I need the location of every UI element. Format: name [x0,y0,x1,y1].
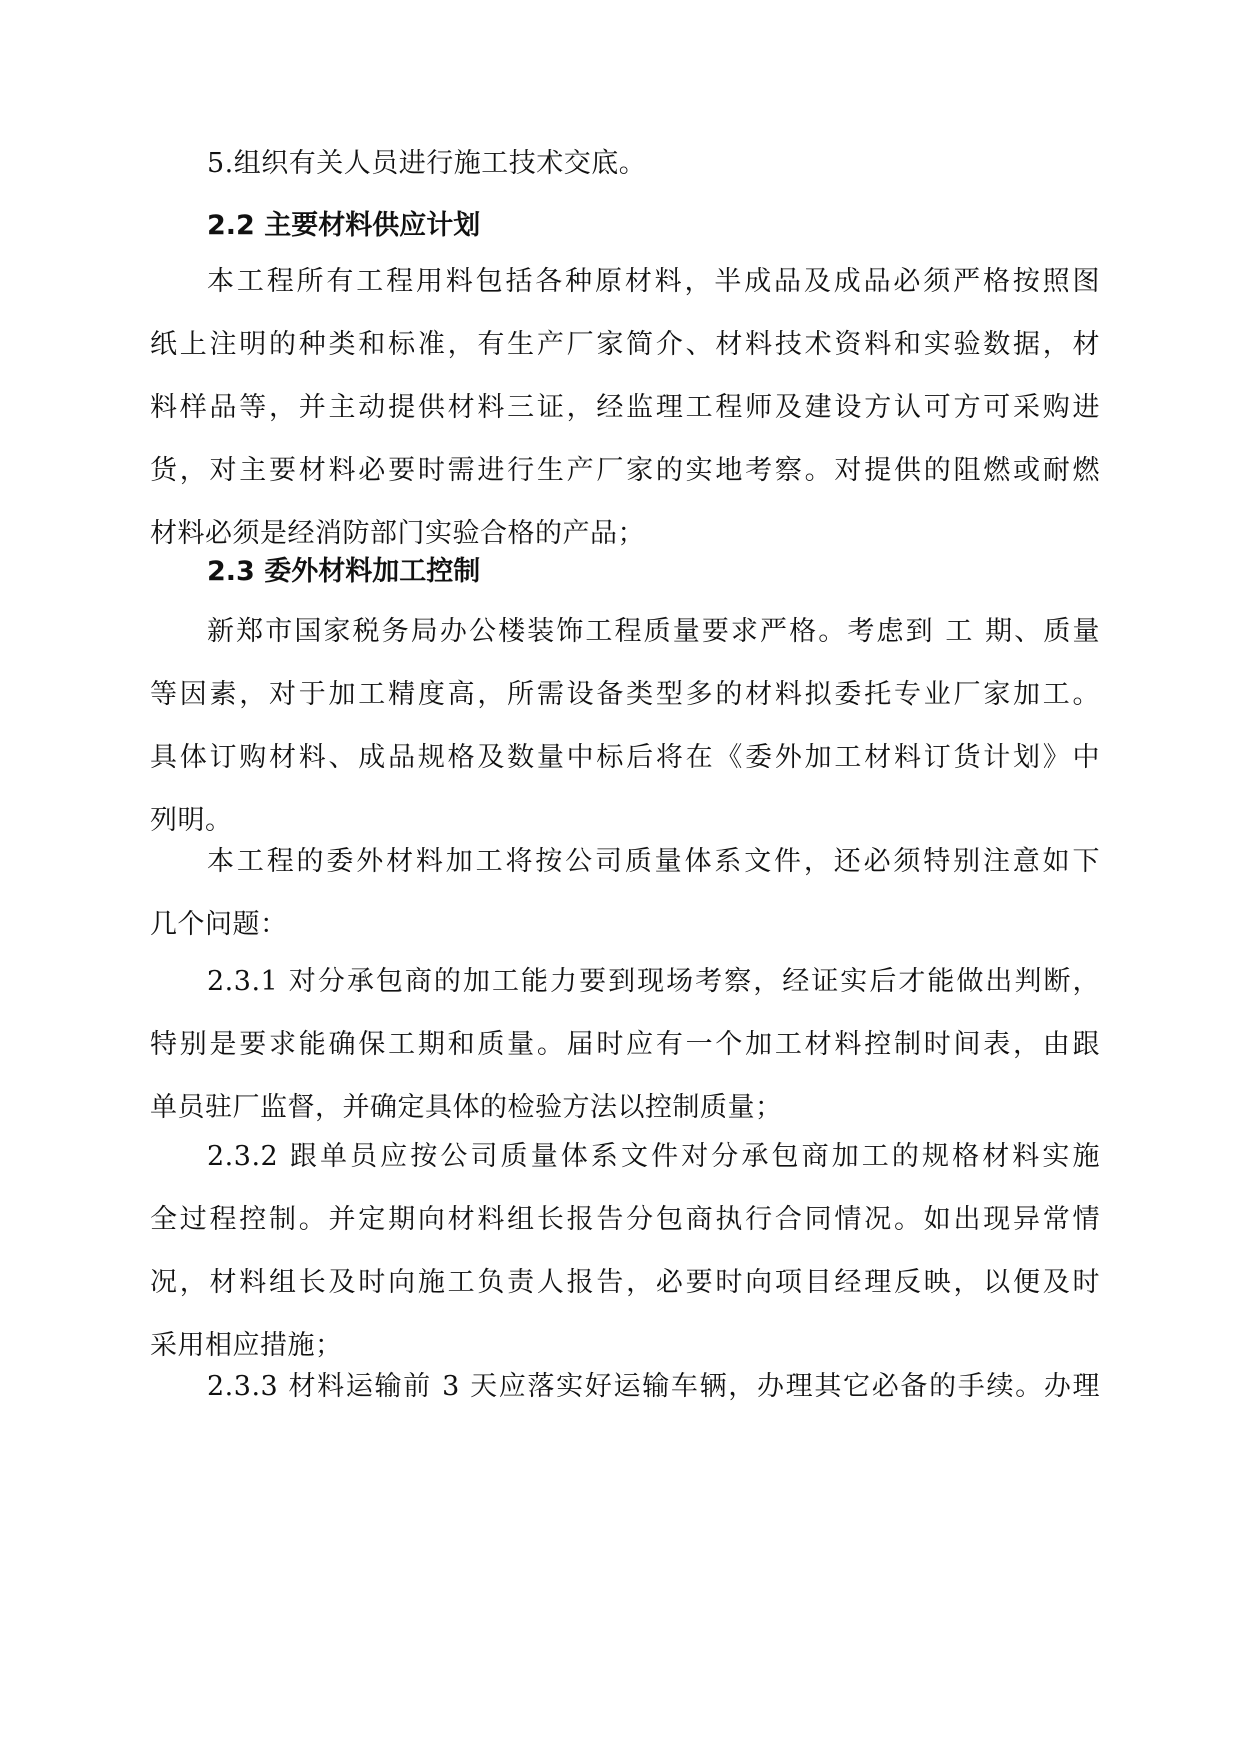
text-line: 2.3.1 对分承包商的加工能力要到现场考察，经证实后才能做出判断， [207,966,1100,997]
text-line: 材料必须是经消防部门实验合格的产品； [150,518,645,549]
section-2-3-paragraph-2 [150,830,1100,956]
list-item-5 [150,132,1100,195]
section-heading-2-3: 2.3 委外材料加工控制 [207,556,481,587]
item-2-3-1 [150,950,1100,1139]
text-line: 采用相应措施； [150,1330,343,1361]
item-2-3-3 [150,1355,1100,1418]
text-line: 具体订购材料、成品规格及数量中标后将在《委外加工材料订货计划》中 [150,742,1100,773]
text-line: 料样品等，并主动提供材料三证，经监理工程师及建设方认可方可采购进 [150,392,1100,423]
text-line: 5.组织有关人员进行施工技术交底。 [207,148,647,179]
text-line: 2.3.2 跟单员应按公司质量体系文件对分承包商加工的规格材料实施 [207,1141,1100,1172]
section-2-3-paragraph-1 [150,600,1100,852]
text-line: 本工程所有工程用料包括各种原材料，半成品及成品必须严格按照图 [207,266,1100,297]
text-line: 全过程控制。并定期向材料组长报告分包商执行合同情况。如出现异常情 [150,1204,1100,1235]
section-2-2-paragraph [150,250,1100,565]
text-line: 几个问题： [150,909,288,940]
text-line: 2.3.3 材料运输前 3 天应落实好运输车辆，办理其它必备的手续。办理 [207,1371,1100,1402]
text-line: 新郑市国家税务局办公楼装饰工程质量要求严格。考虑到 工 期、质量 [207,616,1100,647]
text-line: 等因素，对于加工精度高，所需设备类型多的材料拟委托专业厂家加工。 [150,679,1100,710]
text-line: 货，对主要材料必要时需进行生产厂家的实地考察。对提供的阻燃或耐燃 [150,455,1100,486]
text-line: 本工程的委外材料加工将按公司质量体系文件，还必须特别注意如下 [207,846,1100,877]
section-heading-2-2: 2.2 主要材料供应计划 [207,210,481,241]
text-line: 况，材料组长及时向施工负责人报告，必要时向项目经理反映，以便及时 [150,1267,1100,1298]
item-2-3-2 [150,1125,1100,1377]
text-line: 纸上注明的种类和标准，有生产厂家简介、材料技术资料和实验数据，材 [150,329,1100,360]
text-line: 特别是要求能确保工期和质量。届时应有一个加工材料控制时间表，由跟 [150,1029,1100,1060]
text-line: 列明。 [150,805,233,836]
text-line: 单员驻厂监督，并确定具体的检验方法以控制质量； [150,1092,783,1123]
